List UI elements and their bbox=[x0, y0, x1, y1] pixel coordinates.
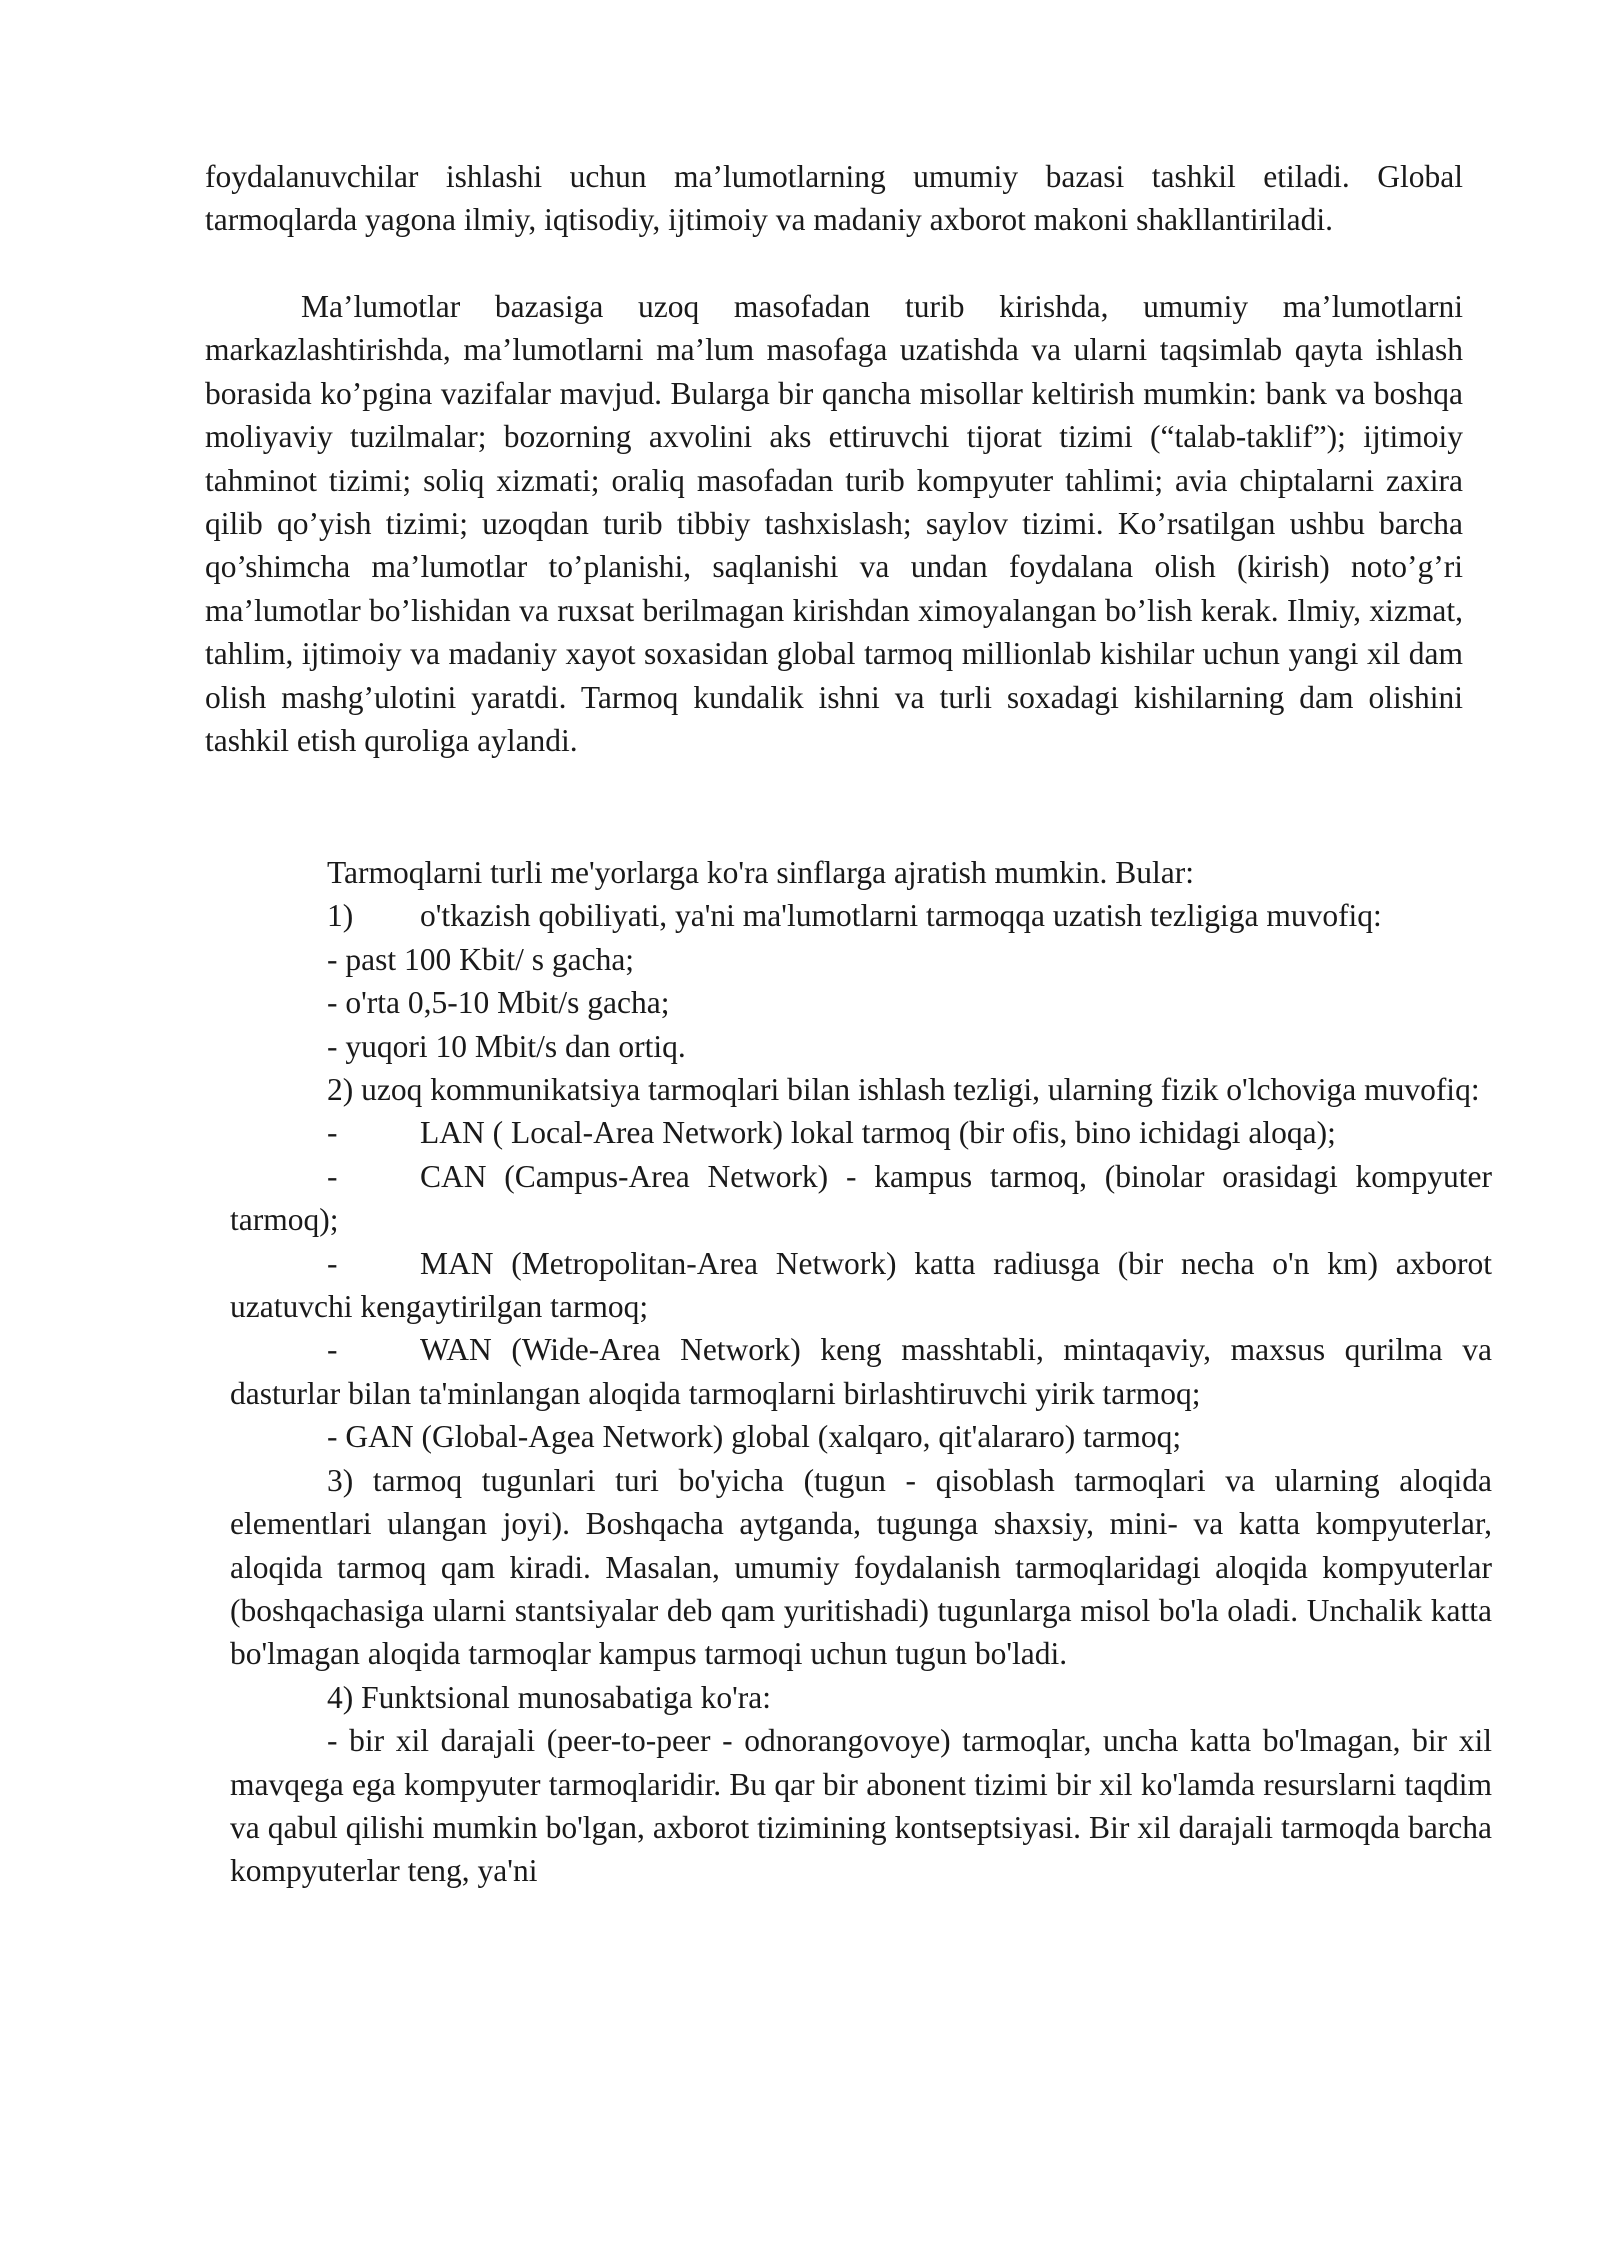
list-item-3: 3) tarmoq tugunlari turi bo'yicha (tugun - qisoblash tarmoqlari va ularning aloqida elementlari ulangan joyi). Boshqacha aytganda, tugunga shaxsiy, mini- va katta kompyuterlar, aloqida tarmoq qam kiradi. Masalan, umumiy foydalanish tarmoqlaridagi aloqida kompyuterlar (boshqachasiga ularni stantsiyalar deb qam yuritishadi) tugunlarga misol bo'la oladi. Unchalik katta bo'lmagan aloqida tarmoqlar kampus tarmoqi uchun tugun bo'ladi. bbox=[230, 1462, 1492, 1672]
list-item-1 bbox=[230, 894, 1492, 937]
speed-low: - past 100 Kbit/ s gacha; bbox=[327, 941, 635, 977]
network-can-dash: - bbox=[327, 1158, 338, 1194]
list-item-1-text: o'tkazish qobiliyati, ya'ni ma'lumotlarni tarmoqqa uzatish tezligiga muvofiq: bbox=[420, 898, 1382, 934]
network-man-text: MAN (Metropolitan-Area Network) katta radiusga (bir necha o'n km) axborot uzatuvchi kengaytirilgan tarmoq; bbox=[230, 1245, 1492, 1325]
network-man bbox=[230, 1242, 1492, 1329]
speed-mid: - o'rta 0,5-10 Mbit/s gacha; bbox=[327, 985, 670, 1021]
network-wan-dash: - bbox=[327, 1332, 338, 1368]
paragraph-2: Ma’lumotlar bazasiga uzoq masofadan turib kirishda, umumiy ma’lumotlarni markazlashtirishda, ma’lumotlarni ma’lum masofaga uzatishda va ularni taqsimlab qayta ishlash borasida ko’pgina vazifalar mavjud. Bularga bir qancha misollar keltirish mumkin: bank va boshqa moliyaviy tuzilmalar; bozorning axvolini aks ettiruvchi tijorat tizimi (“talab-taklif”); ijtimoiy tahminot tizimi; soliq xizmati; oraliq masofadan turib kompyuter tahlimi; avia chiptalarni zaxira qilib qo’yish tizimi; uzoqdan turib tibbiy tashxislash; saylov tizimi. Ko’rsatilgan ushbu barcha qo’shimcha ma’lumotlar to’planishi, saqlanishi va undan foydalana olish (kirish) noto’g’ri ma’lumotlar bo’lishidan va ruxsat berilmagan kirishdan ximoyalangan bo’lish kerak. Ilmiy, xizmat, tahlim, ijtimoiy va madaniy xayot soxasidan global tarmoq millionlab kishilar uchun yangi xil dam olish mashg’ulotini yaratdi. Tarmoq kundalik ishni va turli soxadagi kishilarning dam olishini tashkil etish quroliga aylandi. bbox=[205, 289, 1463, 759]
network-man-dash: - bbox=[327, 1245, 338, 1281]
paragraph-1: foydalanuvchilar ishlashi uchun ma’lumotlarning umumiy bazasi tashkil etiladi. Global tarmoqlarda yagona ilmiy, iqtisodiy, ijtimoiy va madaniy axborot makoni shakllantiriladi. bbox=[205, 159, 1463, 238]
speed-high: - yuqori 10 Mbit/s dan ortiq. bbox=[327, 1028, 686, 1064]
network-lan bbox=[230, 1111, 1492, 1154]
network-lan-text: LAN ( Local-Area Network) lokal tarmoq (bir ofis, bino ichidagi aloqa); bbox=[420, 1115, 1336, 1151]
network-gan: - GAN (Global-Agea Network) global (xalqaro, qit'alararo) tarmoq; bbox=[327, 1419, 1182, 1455]
network-can bbox=[230, 1155, 1492, 1242]
classification-intro: Tarmoqlarni turli me'yorlarga ko'ra sinflarga ajratish mumkin. Bular: bbox=[327, 855, 1195, 890]
network-lan-dash: - bbox=[327, 1115, 338, 1151]
network-wan bbox=[230, 1328, 1492, 1415]
network-can-text: CAN (Campus-Area Network) - kampus tarmoq, (binolar orasidagi kompyuter tarmoq); bbox=[230, 1158, 1492, 1238]
list-item-1-number: 1) bbox=[327, 898, 354, 934]
network-wan-text: WAN (Wide-Area Network) keng masshtabli, mintaqaviy, maxsus qurilma va dasturlar bilan ta'minlangan aloqida tarmoqlarni birlashtiruvchi yirik tarmoq; bbox=[230, 1332, 1492, 1411]
classification-list bbox=[230, 851, 1492, 1893]
peer-to-peer-paragraph: - bir xil darajali (peer-to-peer - odnorangovoye) tarmoqlar, uncha katta bo'lmagan, bir xil mavqega ega kompyuter tarmoqlaridir. Bu qar bir abonent tizimi bir xil ko'lamda resurslarni taqdim va qabul qilishi mumkin bo'lgan, axborot tizimining kontseptsiyasi. Bir xil darajali tarmoqda barcha kompyuterlar teng, ya'ni bbox=[230, 1723, 1492, 1889]
list-item-2: 2) uzoq kommunikatsiya tarmoqlari bilan ishlash tezligi, ularning fizik o'lchoviga muvofiq: bbox=[327, 1072, 1480, 1108]
list-item-4: 4) Funktsional munosabatiga ko'ra: bbox=[327, 1679, 771, 1715]
